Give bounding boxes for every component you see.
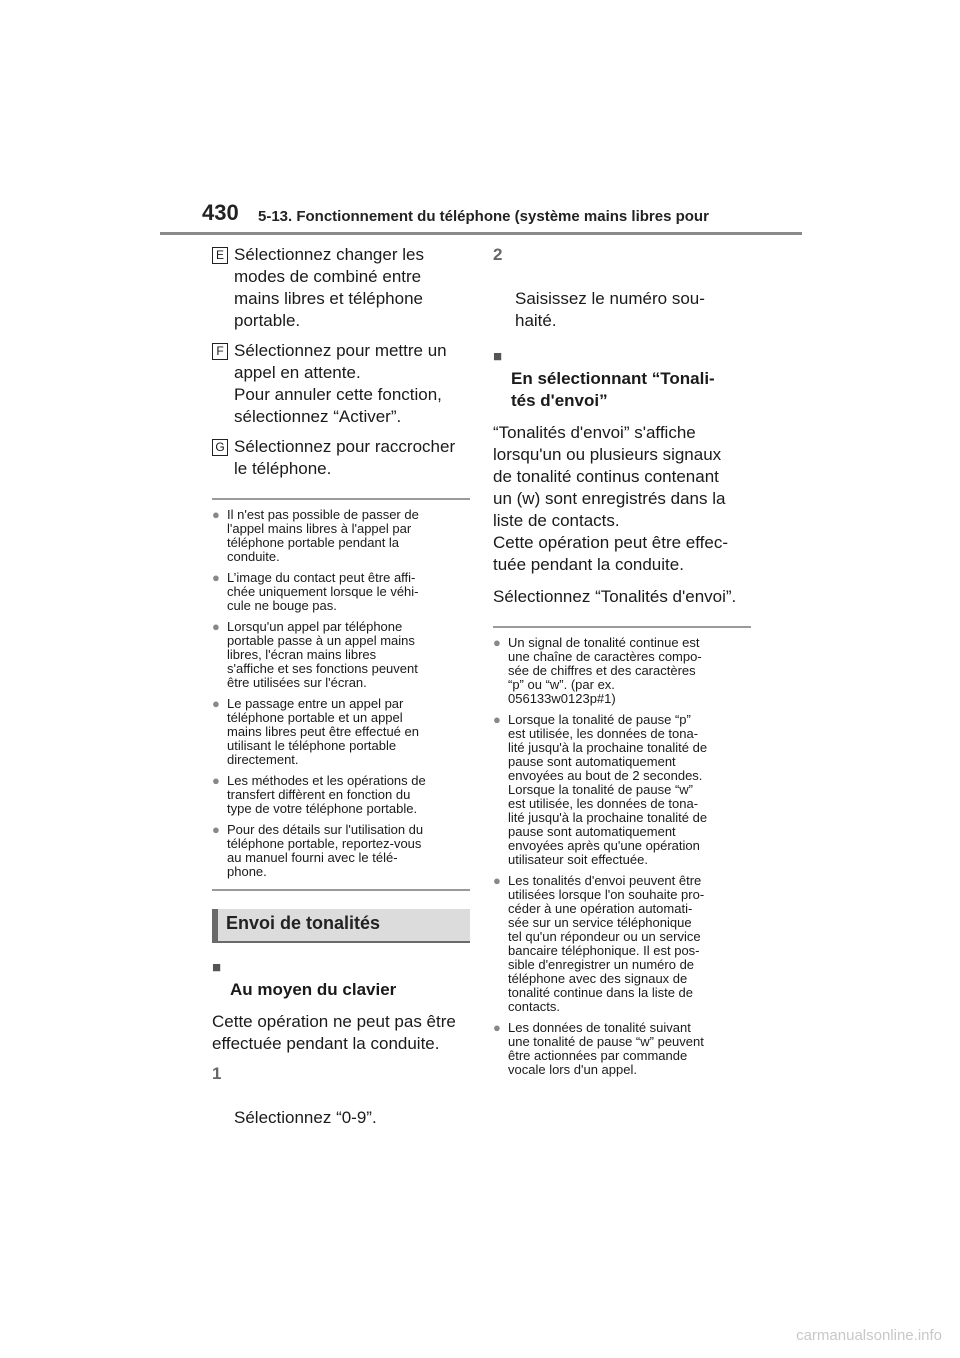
bullet-icon: ●: [212, 619, 220, 634]
bullet-icon: ●: [212, 507, 220, 522]
page-number: 430: [202, 200, 239, 225]
item-f: [212, 340, 470, 428]
step-number: 1: [212, 1064, 222, 1083]
note-item: ● Un signal de tonalité continue est une chaîne de caractères compo- sée de chiffres et des caractères “p” ou “w”. (par ex. 056133w0123p#1): [493, 635, 702, 706]
chapter-title: 5-13. Fonctionnement du téléphone (système mains libres pour: [258, 208, 709, 225]
notes-divider-bottom: [212, 889, 470, 891]
callout-box-g: G: [212, 439, 228, 456]
bullet-icon: ●: [212, 696, 220, 711]
right-column: [493, 244, 751, 1084]
note-item: ● Le passage entre un appel par téléphone portable et un appel mains libres peut être effectué en utilisant le téléphone portable directement.: [212, 696, 419, 767]
bullet-icon: ●: [212, 822, 220, 837]
item-f-text: Sélectionnez pour mettre un appel en attente. Pour annuler cette fonction, sélectionnez “Activer”.: [234, 341, 447, 426]
subheading-send-tones: ■ En sélectionnant “Tonali- tés d'envoi”: [493, 348, 715, 410]
note-item: ● L’image du contact peut être affi- chée uniquement lorsque le véhi- cule ne bouge pas.: [212, 570, 419, 613]
subheading-keypad: ■ Au moyen du clavier: [212, 959, 397, 999]
callout-box-f: F: [212, 343, 228, 360]
note-item: ● Lorsque la tonalité de pause “p” est utilisée, les données de tona- lité jusqu'à la prochaine tonalité de pause sont automatiquement envoyées au bout de 2 secondes. Lorsque la tonalité de pause “w” est utilisée, les données de tona- lité jusqu'à la prochaine tonalité de pause sont automatiquement envoyées après qu'une opération utilisateur soit effectuée.: [493, 712, 708, 867]
note-item: ● Les tonalités d'envoi peuvent être utilisées lorsque l'on souhaite pro- céder à une opération automati- sée sur un service téléphonique tel qu'un répondeur ou un service bancaire téléphonique. Il est pos- sible d'enregistrer un numéro de téléphone avec des signaux de tonalité continue dans la liste de contacts.: [493, 873, 705, 1014]
item-g: [212, 436, 470, 480]
item-g-text: Sélectionnez pour raccrocher le téléphone.: [234, 437, 456, 478]
paragraph: “Tonalités d'envoi” s'affiche lorsqu'un ou plusieurs signaux de tonalité continus contenant un (w) sont enregistrés dans la liste de contacts. Cette opération peut être effec- tuée pendant la conduite.: [493, 423, 729, 574]
note-item: ● Les données de tonalité suivant une tonalité de pause “w” peuvent être actionnées par commande vocale lors d'un appel.: [493, 1020, 704, 1077]
notes-divider: [493, 626, 751, 628]
step-2: [493, 244, 751, 332]
square-bullet-icon: ■: [212, 959, 222, 976]
step-text: Saisissez le numéro sou- haité.: [515, 289, 705, 330]
step-number: 2: [493, 245, 503, 264]
paragraph: Sélectionnez “Tonalités d'envoi”.: [493, 587, 737, 606]
left-column: [212, 244, 470, 1129]
bullet-icon: ●: [493, 712, 501, 727]
section-title: Envoi de tonalités: [212, 909, 470, 943]
bullet-icon: ●: [493, 1020, 501, 1035]
item-e: [212, 244, 470, 332]
note-item: ● Les méthodes et les opérations de transfert diffèrent en fonction du type de votre téléphone portable.: [212, 773, 426, 816]
bullet-icon: ●: [493, 635, 501, 650]
bullet-icon: ●: [212, 570, 220, 585]
step-text: Sélectionnez “0-9”.: [234, 1108, 377, 1127]
note-item: ● Lorsqu'un appel par téléphone portable passe à un appel mains libres, l'écran mains libres s'affiche et ses fonctions peuvent être utilisées sur l'écran.: [212, 619, 418, 690]
header-divider: [160, 232, 802, 235]
square-bullet-icon: ■: [493, 348, 503, 365]
step-1: [212, 1063, 470, 1129]
note-item: ● Il n'est pas possible de passer de l'appel mains libres à l'appel par téléphone portable pendant la conduite.: [212, 507, 419, 564]
paragraph: Cette opération ne peut pas être effectuée pendant la conduite.: [212, 1012, 456, 1053]
watermark: carmanualsonline.info: [796, 1327, 942, 1344]
bullet-icon: ●: [212, 773, 220, 788]
page-header: [160, 200, 802, 234]
bullet-icon: ●: [493, 873, 501, 888]
item-e-text: Sélectionnez changer les modes de combiné entre mains libres et téléphone portable.: [234, 245, 424, 330]
notes-divider: [212, 498, 470, 500]
callout-box-e: E: [212, 247, 228, 264]
note-item: ● Pour des détails sur l'utilisation du téléphone portable, reportez-vous au manuel fourni avec le télé- phone.: [212, 822, 424, 879]
